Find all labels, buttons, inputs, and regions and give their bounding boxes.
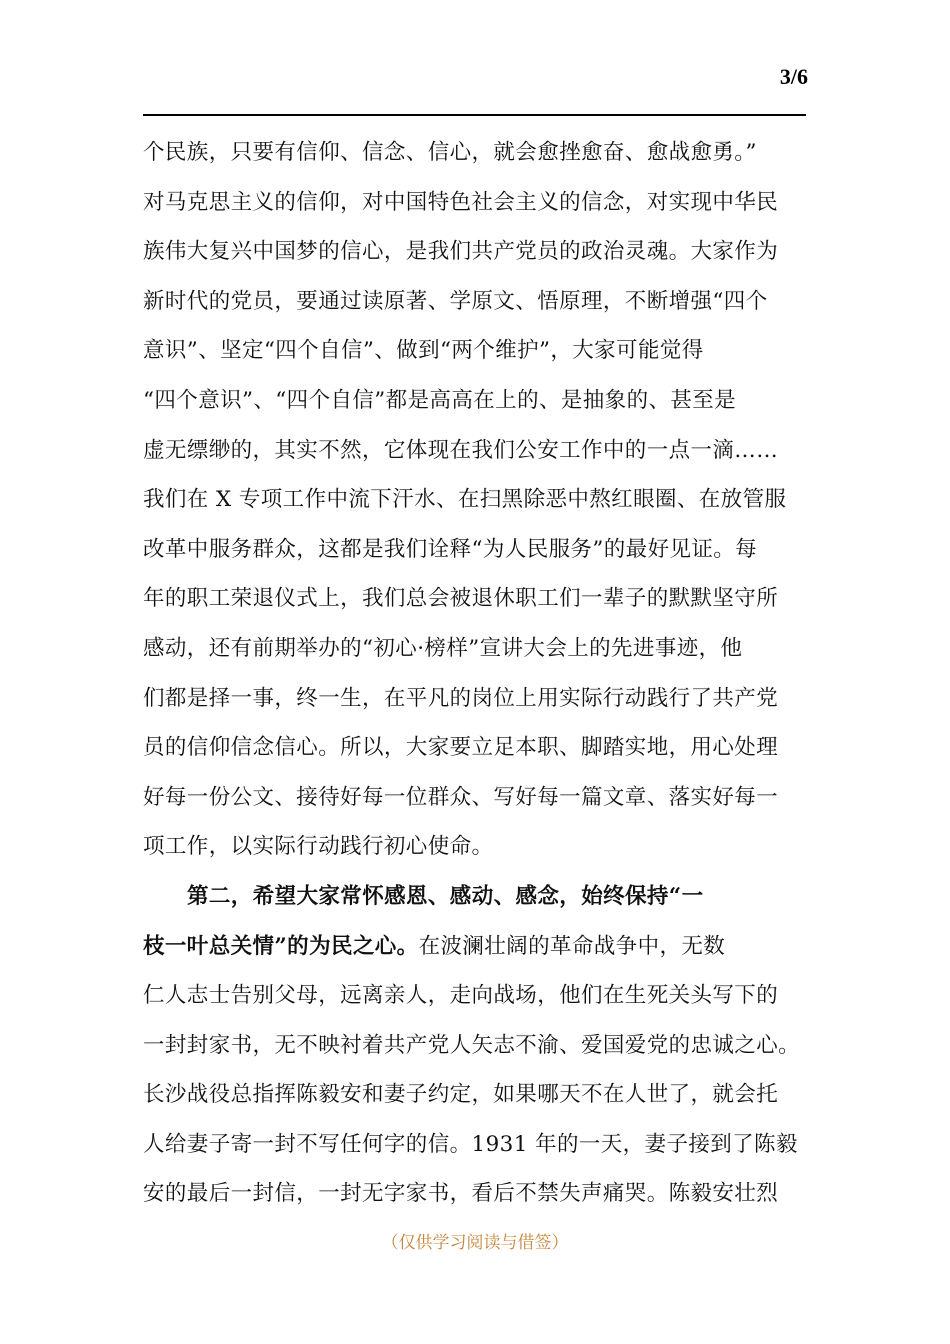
text-line: 长沙战役总指挥陈毅安和妻子约定，如果哪天不在人世了，就会托 bbox=[143, 1082, 779, 1108]
text-line: 族伟大复兴中国梦的信心，是我们共产党员的政治灵魂。大家作为 bbox=[143, 239, 779, 265]
text-line: 我们在 X 专项工作中流下汗水、在扫黑除恶中熬红眼圈、在放管服 bbox=[143, 487, 787, 513]
text-line: 个民族，只要有信仰、信念、信心，就会愈挫愈奋、愈战愈勇。” bbox=[143, 140, 757, 165]
text-line: 员的信仰信念信心。所以，大家要立足本职、脚踏实地，用心处理 bbox=[143, 735, 779, 761]
text-line: 们都是择一事，终一生，在平凡的岗位上用实际行动践行了共产党 bbox=[143, 685, 779, 711]
text-segment: 在波澜壮阔的革命战争中，无数 bbox=[418, 933, 726, 959]
bold-heading-end: 枝一叶总关情”的为民之心。 bbox=[143, 933, 419, 959]
text-line: “四个意识”、“四个自信”都是高高在上的、是抽象的、甚至是 bbox=[143, 387, 737, 413]
page-number: 3/6 bbox=[779, 64, 808, 89]
header-rule bbox=[143, 114, 806, 116]
text-line: 仁人志士告别父母，远离亲人，走向战场，他们在生死关头写下的 bbox=[143, 983, 779, 1009]
bold-heading-line: 第二，希望大家常怀感恩、感动、感念，始终保持“一 bbox=[187, 883, 704, 909]
text-line: 感动，还有前期举办的“初心·榜样”宣讲大会上的先进事迹，他 bbox=[143, 635, 743, 661]
text-line: 改革中服务群众，这都是我们诠释“为人民服务”的最好见证。每 bbox=[143, 536, 758, 562]
body-text bbox=[143, 128, 806, 1219]
text-line: 年的职工荣退仪式上，我们总会被退休职工们一辈子的默默坚守所 bbox=[143, 586, 779, 612]
text-line: 安的最后一封信，一封无字家书，看后不禁失声痛哭。陈毅安壮烈 bbox=[143, 1181, 779, 1207]
mixed-line bbox=[143, 922, 806, 972]
text-line: 意识”、坚定“四个自信”、做到“两个维护”，大家可能觉得 bbox=[143, 338, 704, 364]
text-line: 一封封家书，无不映衬着共产党人矢志不渝、爱国爱党的忠诚之心。 bbox=[143, 1032, 801, 1058]
text-line: 对马克思主义的信仰，对中国特色社会主义的信念，对实现中华民 bbox=[143, 189, 779, 215]
text-line: 好每一份公文、接待好每一位群众、写好每一篇文章、落实好每一 bbox=[143, 784, 779, 810]
text-line: 虚无缥缈的，其实不然，它体现在我们公安工作中的一点一滴…… bbox=[143, 437, 779, 463]
text-line: 项工作，以实际行动践行初心使命。 bbox=[143, 834, 494, 860]
footer-note: （仅供学习阅读与借签） bbox=[381, 1233, 569, 1253]
text-line: 人给妻子寄一封不写任何字的信。1931 年的一天，妻子接到了陈毅 bbox=[143, 1131, 798, 1157]
text-line: 新时代的党员，要通过读原著、学原文、悟原理，不断增强“四个 bbox=[143, 288, 768, 314]
